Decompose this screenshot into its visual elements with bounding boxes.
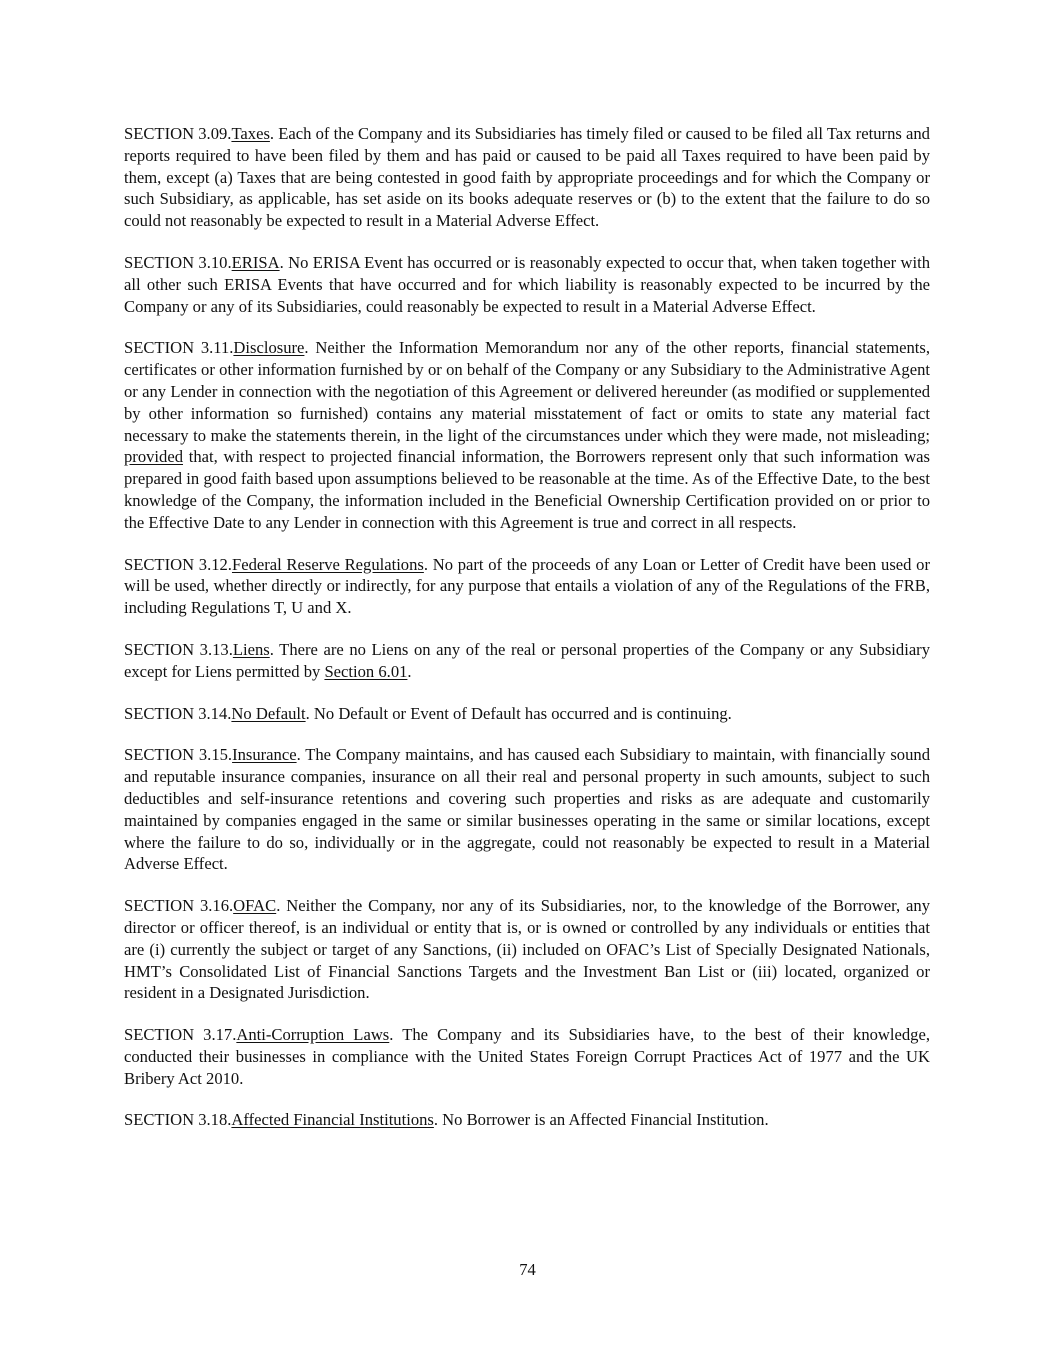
section-text: . Neither the Company, nor any of its Subsidiaries, nor, to the knowledge of the Borrower, any director or officer thereof, is an individual or entity that is, or is owned or controlled by any individuals or entities that are (i) currently the subject or target of any Sanctions, (ii) included on OFAC’s List of Specially Designated Nationals, HMT’s Consolidated List of Financial Sanctions Targets and the Investment Ban List or (iii) located, organized or resident in a Designated Jurisdiction. <box>124 896 930 1003</box>
section-text: . No Borrower is an Affected Financial Institution. <box>433 1110 769 1130</box>
section-heading: ERISA <box>231 252 280 272</box>
section-heading: Disclosure <box>233 338 305 358</box>
section-heading: No Default <box>231 703 306 723</box>
section-3-09-taxes <box>124 123 930 232</box>
section-3-15-insurance <box>124 744 930 875</box>
section-number: SECTION 3.09. <box>124 124 232 143</box>
section-3-18-affected-financial-institutions <box>124 1109 930 1131</box>
section-heading: Affected Financial Institutions <box>231 1110 434 1130</box>
section-text: . No Default or Event of Default has occurred and is continuing. <box>305 703 732 723</box>
section-3-10-erisa <box>124 252 930 317</box>
section-text: . No ERISA Event has occurred or is reasonably expected to occur that, when taken together with all other such ERISA Events that have occurred and for which liability is reasonably expected to be incurred by the Company or any of its Subsidiaries, could reasonably be expected to result in a Material Adverse Effect. <box>124 252 930 316</box>
section-text-continued: that, with respect to projected financial information, the Borrowers represent only that such information was prepared in good faith based upon assumptions believed to be reasonable at the time. As of the Effective Date, to the best knowledge of the Company, the information included in the Beneficial Ownership Certification provided on or prior to the Effective Date to any Lender in connection with this Agreement is true and correct in all respects. <box>124 447 930 532</box>
page-number: 74 <box>519 1260 536 1279</box>
section-text: . There are no Liens on any of the real or personal properties of the Company or any Subsidiary except for Liens permitted by <box>124 639 931 681</box>
section-3-13-liens <box>124 639 930 683</box>
section-3-14-no-default <box>124 703 930 725</box>
section-text: . Each of the Company and its Subsidiaries has timely filed or caused to be filed all Tax returns and reports required to have been filed by them and has paid or caused to be paid all Taxes required to have been paid by them, except (a) Taxes that are being contested in good faith by appropriate proceedings and for which the Company or such Subsidiary, as applicable, has set aside on its books adequate reserves or (b) to the extent that the failure to do so could not reasonably be expected to result in a Material Adverse Effect. <box>124 124 930 231</box>
section-heading: Taxes <box>231 124 270 143</box>
section-text-continued: . <box>407 661 412 681</box>
underlined-term-provided: provided <box>124 447 183 467</box>
section-heading: OFAC <box>233 896 277 916</box>
section-reference-6-01: Section 6.01 <box>324 661 408 681</box>
section-text: . The Company and its Subsidiaries have, to the best of their knowledge, conducted their businesses in compliance with the United States Foreign Corrupt Practices Act of 1977 and the UK Bribery Act 2010. <box>124 1025 930 1088</box>
section-heading: Federal Reserve Regulations <box>231 554 424 574</box>
section-3-12-federal-reserve-regulations <box>124 554 930 619</box>
section-3-11-disclosure <box>124 337 930 533</box>
section-number: SECTION 3.17. <box>124 1025 237 1045</box>
section-3-17-anti-corruption-laws <box>124 1024 930 1089</box>
section-number: SECTION 3.14. <box>124 703 232 723</box>
section-text: . No part of the proceeds of any Loan or Letter of Credit have been used or will be used, whether directly or indirectly, for any purpose that entails a violation of any of the Regulations of the FRB, including Regulations T, U and X. <box>124 554 930 618</box>
section-number: SECTION 3.11. <box>124 338 234 358</box>
section-number: SECTION 3.18. <box>124 1110 232 1130</box>
section-number: SECTION 3.16. <box>124 896 234 916</box>
section-number: SECTION 3.13. <box>124 639 233 659</box>
section-heading: Insurance <box>232 745 297 765</box>
section-number: SECTION 3.15. <box>124 745 233 765</box>
document-body <box>124 123 930 1151</box>
section-text: . Neither the Information Memorandum nor any of the other reports, financial statements, certificates or other information furnished by or on behalf of the Company or any Subsidiary to the Administrative Agent or any Lender in connection with the negotiation of this Agreement or delivered hereunder (as modified or supplemented by other information so furnished) contains any material misstatement of fact or omits to state any material fact necessary to make the statements therein, in the light of the circumstances under which they were made, not misleading; <box>124 338 930 445</box>
section-heading: Anti-Corruption Laws <box>236 1025 390 1045</box>
section-3-16-ofac <box>124 895 930 1004</box>
section-number: SECTION 3.12. <box>124 554 232 574</box>
section-heading: Liens <box>232 639 270 659</box>
section-text: . The Company maintains, and has caused each Subsidiary to maintain, with financially sound and reputable insurance companies, insurance on all their real and personal property in such amounts, subject to such deductibles and self-insurance retentions and covering such properties and risks as are adequate and customarily maintained by companies engaged in the same or similar businesses operating in the same or similar locations, except where the failure to do so, individually or in the aggregate, could not reasonably be expected to result in a Material Adverse Effect. <box>124 745 930 874</box>
section-number: SECTION 3.10. <box>124 252 232 272</box>
